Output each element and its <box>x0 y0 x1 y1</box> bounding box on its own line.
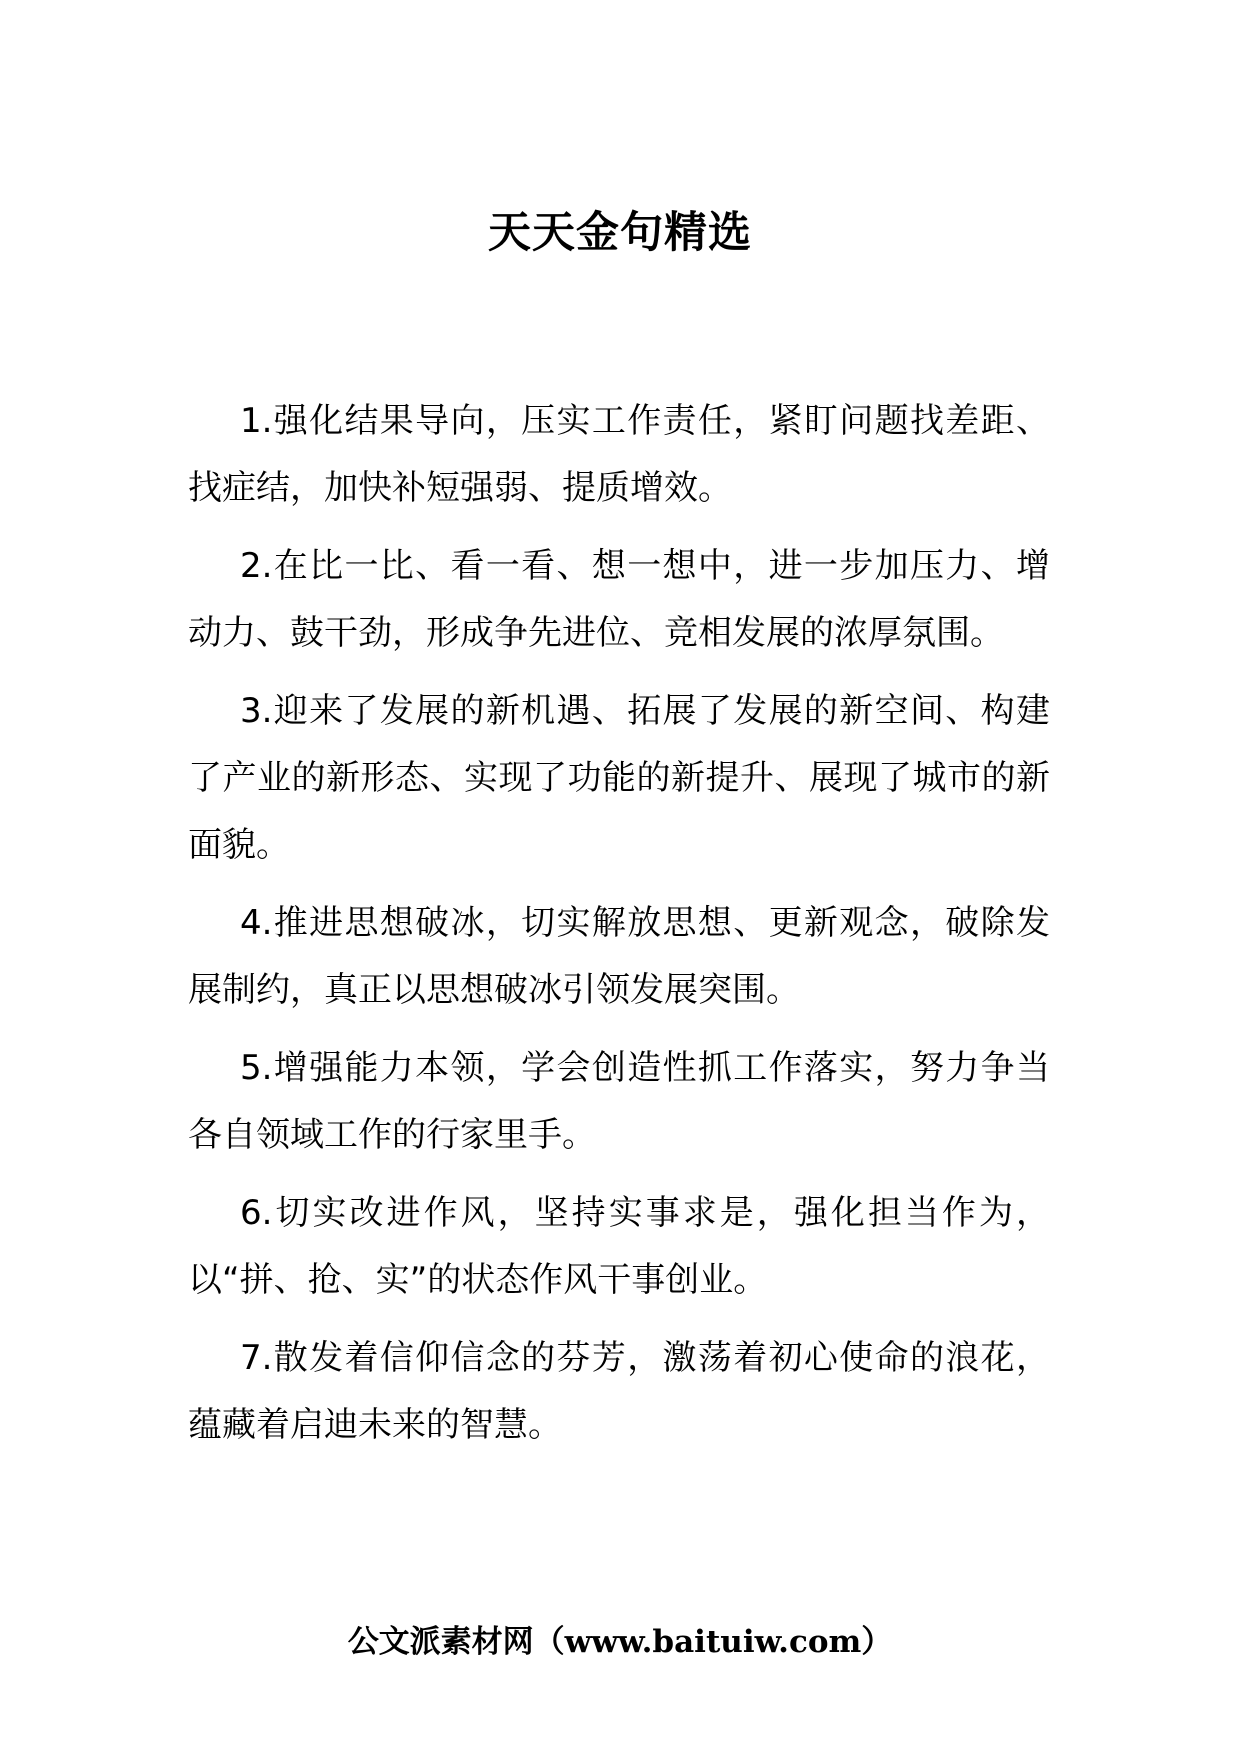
paragraph-2: 2.在比一比、看一看、想一想中，进一步加压力、增动力、鼓干劲，形成争先进位、竞相发展的浓厚氛围。 <box>188 546 1050 653</box>
paragraph-3: 3.迎来了发展的新机遇、拓展了发展的新空间、构建了产业的新形态、实现了功能的新提升、展现了城市的新面貌。 <box>188 691 1050 865</box>
paragraph-6: 6.切实改进作风，坚持实事求是，强化担当作为，以“拼、抢、实”的状态作风干事创业。 <box>188 1193 1050 1300</box>
paragraph-5: 5.增强能力本领，学会创造性抓工作落实，努力争当各自领域工作的行家里手。 <box>188 1048 1050 1155</box>
document-footer: 公文派素材网（www.baituiw.com） <box>347 1624 893 1660</box>
document-body <box>188 388 1050 1470</box>
document-title: 天天金句精选 <box>488 208 752 258</box>
paragraph-1: 1.强化结果导向，压实工作责任，紧盯问题找差距、找症结，加快补短强弱、提质增效。 <box>188 401 1050 508</box>
paragraph-7: 7.散发着信仰信念的芬芳，激荡着初心使命的浪花，蕴藏着启迪未来的智慧。 <box>188 1338 1050 1445</box>
paragraph-4: 4.推进思想破冰，切实解放思想、更新观念，破除发展制约，真正以思想破冰引领发展突围。 <box>188 903 1050 1010</box>
